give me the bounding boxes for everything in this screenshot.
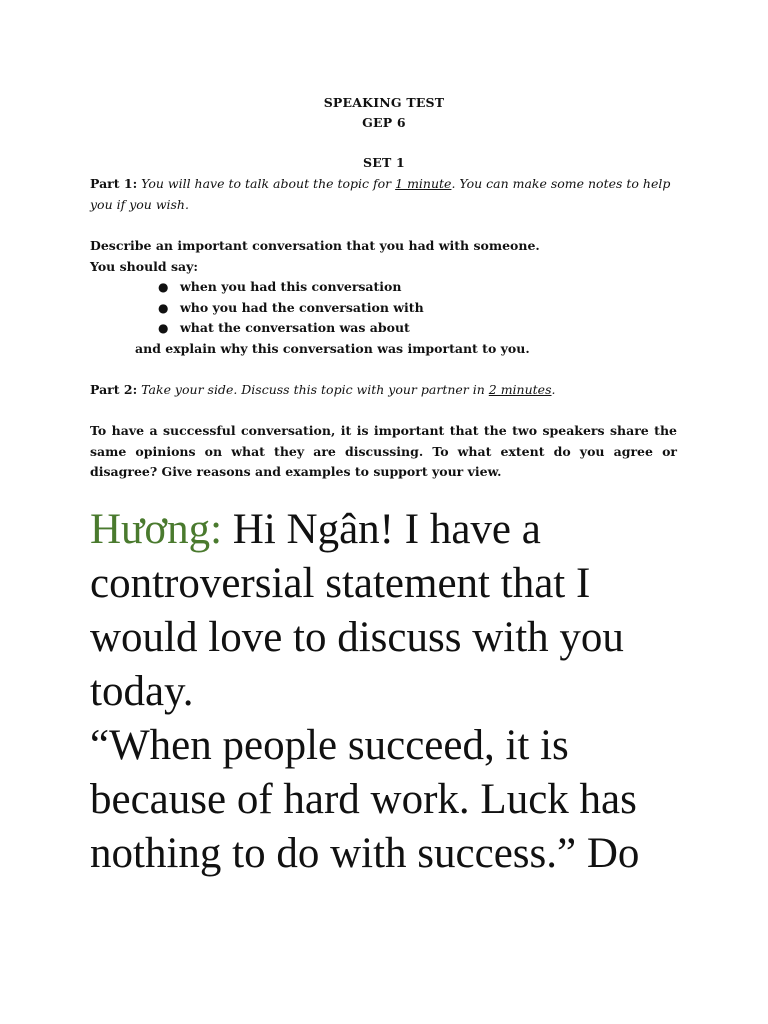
part2-instruction bbox=[90, 380, 677, 401]
prompt-bullet-list bbox=[150, 277, 424, 339]
part1-label: Part 1: bbox=[90, 176, 138, 191]
bullet-icon: ● bbox=[158, 280, 169, 294]
should-say-label: You should say: bbox=[90, 259, 199, 274]
document-code: GEP 6 bbox=[362, 115, 406, 130]
dialogue-line-2: “When people succeed, it is because of hard work. Luck has nothing to do with success.” Do bbox=[90, 722, 640, 877]
list-item bbox=[150, 298, 424, 319]
explain-line: and explain why this conversation was important to you. bbox=[135, 341, 530, 356]
part2-label: Part 2: bbox=[90, 382, 138, 397]
bullet-icon: ● bbox=[158, 321, 169, 335]
part2-instruction-a: Take your side. Discuss this topic with your partner in bbox=[141, 382, 485, 397]
part2-statement: To have a successful conversation, it is important that the two speakers share the same opinions on what they are discussing. To what extent do you agree or disagree? Give reasons and examples to support your view. bbox=[90, 423, 677, 479]
part2-instruction-b: . bbox=[551, 382, 556, 397]
part1-instruction bbox=[90, 174, 677, 215]
part1-prompt: Describe an important conversation that you had with someone. bbox=[90, 238, 540, 253]
speaker-name: Hương: bbox=[90, 506, 223, 553]
bullet-icon: ● bbox=[158, 300, 169, 315]
list-item bbox=[150, 277, 424, 298]
bullet-text: when you had this conversation bbox=[180, 279, 402, 294]
document-title: SPEAKING TEST bbox=[323, 95, 445, 110]
bullet-text: what the conversation was about bbox=[180, 320, 410, 335]
part1-duration: 1 minute bbox=[395, 176, 452, 191]
bullet-text: who you had the conversation with bbox=[180, 299, 424, 315]
set-heading: SET 1 bbox=[363, 155, 405, 170]
part2-duration: 2 minutes bbox=[488, 382, 552, 397]
dialogue-line-1: Hi Ngân! I have a controversial statement that I would love to discuss with you today. bbox=[90, 506, 624, 715]
dialogue-block bbox=[90, 503, 690, 881]
part1-instruction-a: You will have to talk about the topic for bbox=[141, 176, 392, 191]
part1-instruction-b: . You can make some notes to help you if you wish. bbox=[90, 176, 671, 212]
list-item bbox=[150, 318, 424, 339]
